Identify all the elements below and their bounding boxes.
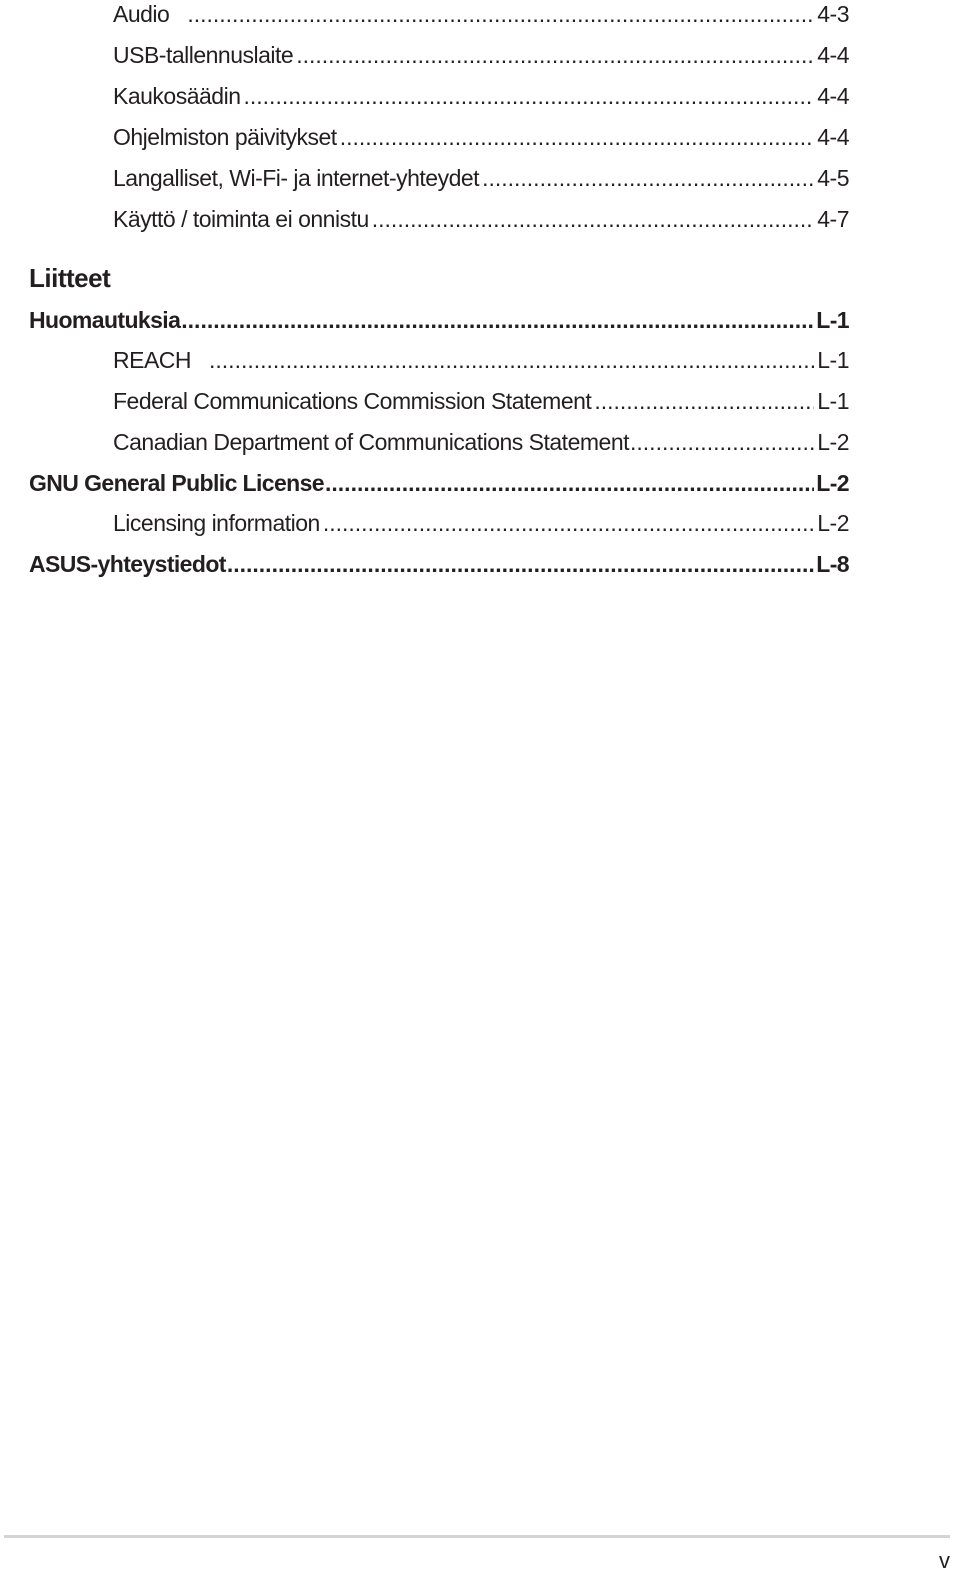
toc-entry-title: GNU General Public License [29,470,325,496]
toc-entry-audio[interactable] [113,0,849,31]
dot-leader [482,161,814,195]
toc-entry-gnu-gpl[interactable] [29,466,849,500]
toc-entry-title: Kaukosäädin [113,83,241,109]
toc-entry-reach[interactable] [113,343,849,377]
footer-divider [4,1535,950,1538]
dot-leader [630,425,815,459]
toc-entry-title: Käyttö / toiminta ei onnistu [113,206,369,232]
toc-entry-page: 4-7 [817,206,849,232]
toc-entry-software-updates[interactable] [113,120,849,154]
toc-entry-page: 4-3 [817,1,849,27]
dot-leader [244,79,815,113]
dot-leader [187,0,814,31]
section-heading-appendices: Liitteet [29,263,111,293]
toc-entry-title: REACH [113,347,192,373]
toc-entry-title: Licensing information [113,510,320,536]
toc-entry-remote-control[interactable] [113,79,849,113]
dot-leader [323,506,814,540]
toc-entry-canadian-doc-statement[interactable] [113,425,849,459]
dot-leader [227,547,814,581]
toc-entry-title: Ohjelmiston päivitykset [113,124,337,150]
toc-entry-page: 4-4 [817,83,849,109]
toc-entry-title: Audio [113,1,170,27]
toc-entry-title: Canadian Department of Communications Statement [113,429,630,455]
toc-entry-usb-storage[interactable] [113,38,849,72]
toc-entry-page: L-2 [817,510,849,536]
toc-entry-page: 4-5 [817,165,849,191]
toc-entry-page: L-2 [817,429,849,455]
dot-leader [296,38,814,72]
toc-entry-title: ASUS-yhteystiedot [29,551,226,577]
toc-entry-fcc-statement[interactable] [113,384,849,418]
toc-entry-title: Federal Communications Commission Statement [113,388,592,414]
dot-leader [209,343,814,377]
toc-entry-licensing-information[interactable] [113,506,849,540]
toc-entry-page: L-8 [816,551,849,577]
toc-entry-page: L-1 [817,347,849,373]
page-number: v [939,1548,950,1573]
toc-entry-connections[interactable] [113,161,849,195]
toc-entry-page: L-1 [817,388,849,414]
dot-leader [340,120,815,154]
dot-leader [325,466,814,500]
toc-entry-page: 4-4 [817,42,849,68]
toc-entry-page: 4-4 [817,124,849,150]
toc-entry-title: Langalliset, Wi-Fi- ja internet-yhteydet [113,165,480,191]
toc-entry-title: USB-tallennuslaite [113,42,294,68]
toc-entry-asus-contacts[interactable] [29,547,849,581]
dot-leader [594,384,814,418]
toc-entry-title: Huomautuksia [29,307,181,333]
toc-entry-page: L-1 [816,307,849,333]
toc-entry-notices[interactable] [29,303,849,337]
dot-leader [181,303,814,337]
toc-entry-page: L-2 [816,470,849,496]
toc-entry-troubleshooting[interactable] [113,202,849,236]
dot-leader [372,202,814,236]
